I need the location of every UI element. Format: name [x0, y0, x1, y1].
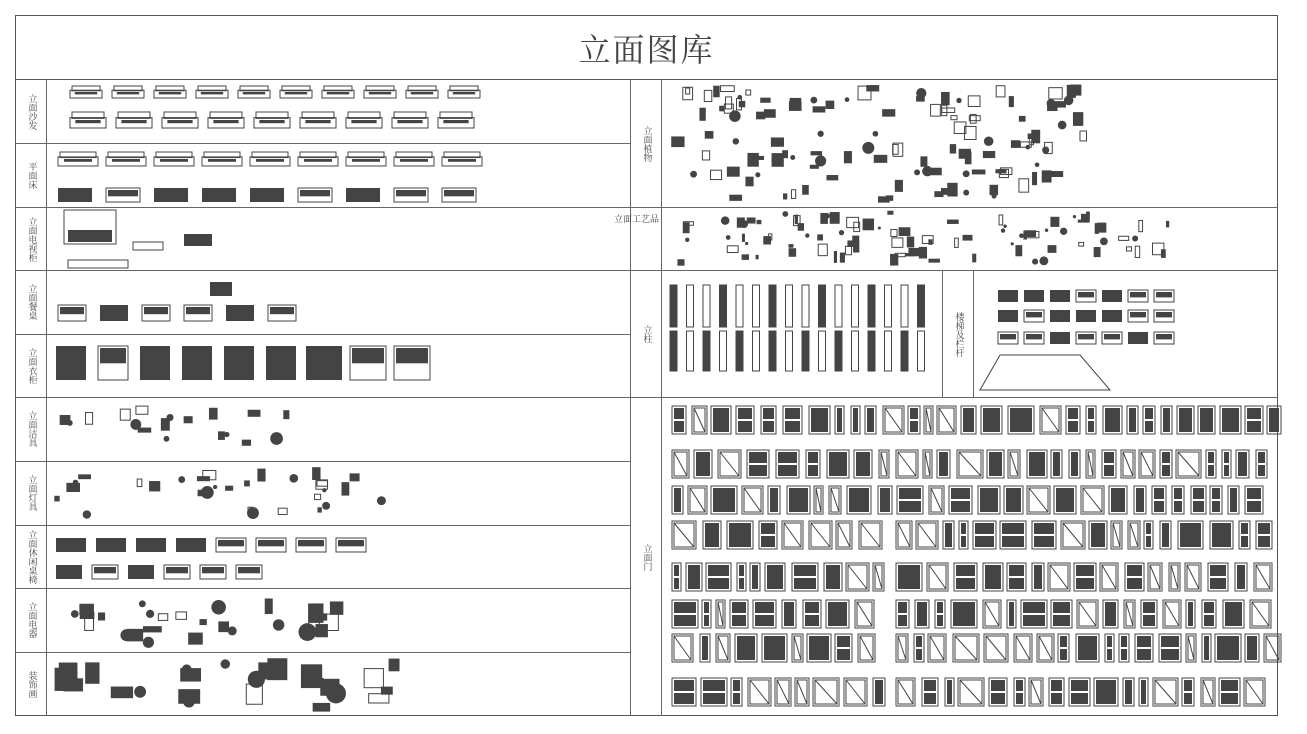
label-sanitary: 立面洁具: [26, 411, 37, 447]
plant-blocks: [671, 85, 1086, 203]
label-sofa: 立面沙发: [26, 94, 37, 130]
label-appliances: 立面电器: [26, 602, 37, 638]
label-plants: 立面植物: [641, 126, 652, 162]
bed-blocks: [58, 152, 482, 202]
dining-blocks: [58, 282, 296, 321]
appliance-blocks: [71, 598, 343, 647]
sofa-blocks: [70, 86, 480, 128]
label-tv-cabinet: 立面电视柜: [26, 216, 37, 262]
tv-cabinet-blocks: [64, 210, 212, 268]
page-title: 立面图库: [16, 16, 1277, 80]
label-stairs: 楼梯及栏杆: [953, 311, 964, 357]
label-doors: 立面门: [641, 543, 652, 571]
label-crafts: 立面工艺品: [614, 215, 660, 225]
sanitary-blocks: [60, 406, 290, 446]
craft-blocks: [677, 211, 1169, 266]
column-blocks: [670, 285, 925, 371]
door-blocks: [672, 406, 1281, 706]
label-wardrobe: 立面衣柜: [26, 348, 37, 384]
label-paintings: 装饰画: [26, 670, 37, 698]
painting-blocks: [55, 658, 400, 711]
leisure-blocks: [56, 538, 366, 579]
lighting-blocks: [54, 467, 386, 519]
stair-blocks: [980, 290, 1174, 390]
label-leisure: 立面休闲桌椅: [26, 530, 37, 584]
label-bed: 平面床: [26, 161, 37, 189]
wardrobe-blocks: [56, 346, 430, 380]
label-dining: 立面餐桌: [26, 284, 37, 320]
label-lighting: 立面灯具: [26, 475, 37, 511]
label-columns: 立柱: [641, 325, 652, 343]
